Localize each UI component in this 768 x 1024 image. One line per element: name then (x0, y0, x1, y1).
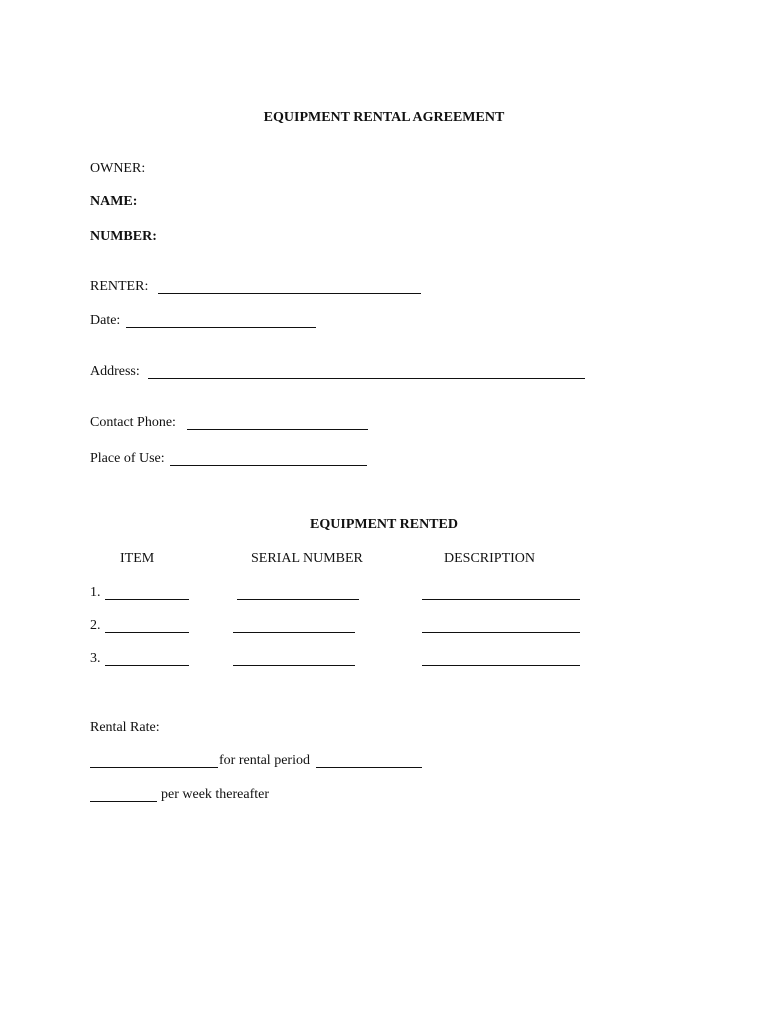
row-number-1: 1. (90, 585, 101, 600)
row-3-description-line (422, 665, 580, 666)
renter-label: RENTER: (90, 279, 149, 294)
document-title: EQUIPMENT RENTAL AGREEMENT (263, 110, 505, 125)
row-1-serial-line (237, 599, 359, 600)
row-number-3: 3. (90, 651, 101, 666)
weekly-rate-line (90, 801, 157, 802)
contact-phone-blank-line (187, 429, 368, 430)
place-of-use-blank-line (170, 465, 367, 466)
date-blank-line (126, 327, 316, 328)
contact-phone-label: Contact Phone: (90, 415, 176, 430)
number-label: NUMBER: (90, 229, 157, 244)
owner-label: OWNER: (90, 161, 146, 176)
row-2-serial-line (233, 632, 355, 633)
place-of-use-label: Place of Use: (90, 451, 165, 466)
row-2-item-line (105, 632, 189, 633)
per-week-text: per week thereafter (161, 787, 270, 802)
rental-rate-amount-line (90, 767, 218, 768)
row-3-item-line (105, 665, 189, 666)
date-label: Date: (90, 313, 121, 328)
row-2-description-line (422, 632, 580, 633)
column-header-description: DESCRIPTION (444, 551, 536, 566)
row-number-2: 2. (90, 618, 101, 633)
name-label: NAME: (90, 194, 138, 209)
column-header-serial-number: SERIAL NUMBER (251, 551, 363, 566)
equipment-section-title: EQUIPMENT RENTED (310, 517, 458, 532)
column-header-item: ITEM (120, 551, 155, 566)
address-label: Address: (90, 364, 140, 379)
row-1-item-line (105, 599, 189, 600)
rental-period-text: for rental period (219, 753, 310, 768)
row-1-description-line (422, 599, 580, 600)
address-blank-line (148, 378, 585, 379)
row-3-serial-line (233, 665, 355, 666)
rental-period-line (316, 767, 422, 768)
rental-rate-label: Rental Rate: (90, 720, 160, 735)
renter-blank-line (158, 293, 421, 294)
